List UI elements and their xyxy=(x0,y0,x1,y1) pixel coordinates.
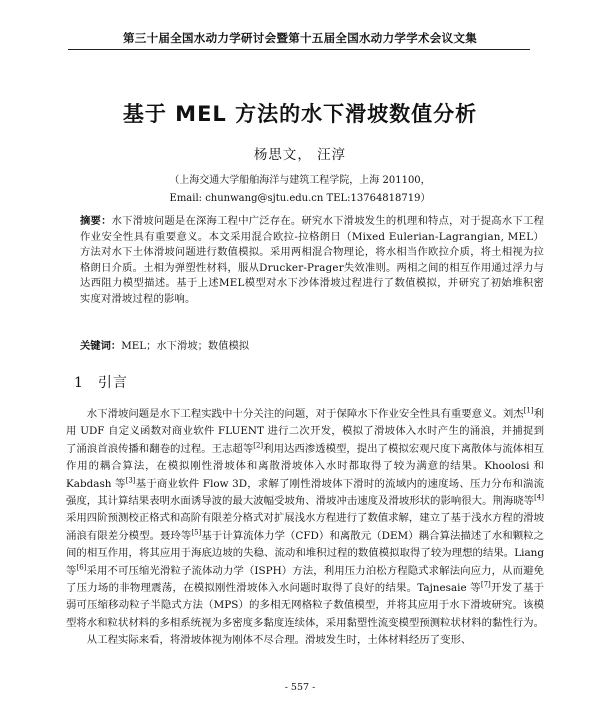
abstract xyxy=(80,214,544,308)
citation-ref: [2] xyxy=(253,441,264,450)
keywords-text: MEL；水下滑坡；数值模拟 xyxy=(121,340,250,352)
para1-seg3: 利用达西渗透模型，提出了模拟宏观尺度下离散体与流体相互作用的耦合算法，在模拟刚性滑坡体和离散滑坡体入水时都取得了较为满意的结果。Khoolosi 和 Kabdash 等 xyxy=(66,442,545,490)
running-header: 第三十届全国水动力学研讨会暨第十五届全国水动力学学术会议文集 xyxy=(123,31,477,45)
para1-seg6: 基于计算流体力学（CFD）和离散元（DEM）耦合算法描述了水和颗粒之间的相互作用，将其应用于海底边坡的失稳、流动和堆积过程的数值模拟取得了较为理想的结果。Liang 等 xyxy=(66,529,544,577)
page-number: - 557 - xyxy=(284,682,316,693)
citation-ref: [1] xyxy=(523,406,534,415)
para1-seg4: 基于商业软件 Flow 3D，求解了刚性滑坡体下滑时的流域内的速度场、压力分布和湍流强度，其计算结果表明水面诱导波的最大波幅受坡角、滑坡冲击速度及滑坡形状的影响很大。荆海晓等 xyxy=(66,477,544,508)
citation-ref: [6] xyxy=(76,563,87,572)
citation-ref: [4] xyxy=(534,493,544,502)
keywords-label: 关键词： xyxy=(80,340,122,352)
citation-ref: [3] xyxy=(125,476,136,485)
contact-email: Email: chunwang@sjtu.edu.cn TEL:13764818719） xyxy=(169,193,431,204)
abstract-text: 水下滑坡问题是在深海工程中广泛存在。研究水下滑坡发生的机理和特点，对于提高水下工程作业安全性具有重要意义。本文采用混合欧拉-拉格朗日（Mixed Eulerian-Lagrangian, MEL）方法对水下土体滑坡问题进行数值模拟。采用两相混合物理论，将水相当作欧拉介质，将土相视为拉格朗日介质。土相为弹塑性材料，服从Drucker-Prager失效准则。两相之间的相互作用通过浮力与达西阻力模型描述。基于上述MEL模型对水下沙体滑坡过程进行了数值模拟，并研究了初始堆积密实度对滑坡过程的影响。 xyxy=(80,215,544,305)
para1-seg1: 水下滑坡问题是水下工程实践中十分关注的问题，对于保障水下作业安全性具有重要意义。刘杰 xyxy=(86,408,524,420)
para1-seg7: 采用不可压缩光滑粒子流体动力学（ISPH）方法，利用压力泊松方程隐式求解法向应力，从而避免了压力场的非物理震荡，在模拟刚性滑坡体入水问题时取得了良好的结果。Tajnesaie 等 xyxy=(66,564,544,595)
para1-seg8: 开发了基于弱可压缩移动粒子半隐式方法（MPS）的多相无网格粒子数值模型，并将其应用于水下滑坡研究。该模型将水和粒状材料的多相系统视为多密度多黏度连续体，采用黏塑性流变模型预测粒状材料的黏性行为。 xyxy=(66,582,545,629)
para1-seg5: 采用四阶预测校正格式和高阶有限差分格式对扩展浅水方程进行了数值求解，建立了基于浅水方程的滑坡涌浪有限差分模型。聂玲等 xyxy=(66,512,544,542)
paragraph-1 xyxy=(66,406,544,632)
section-title: 引言 xyxy=(97,375,128,391)
affiliation: （上海交通大学船舶海洋与建筑工程学院，上海 201100， xyxy=(169,175,431,186)
authors: 杨思文， 汪淳 xyxy=(253,147,347,163)
paragraph-2: 从工程实际来看，将滑坡体视为刚体不尽合理。滑坡发生时，土体材料经历了变形、 xyxy=(86,634,472,647)
keywords xyxy=(80,337,544,352)
abstract-label: 摘要： xyxy=(80,215,112,227)
para1-seg2: 利用 UDF 自定义函数对商业软件 FLUENT 进行二次开发，模拟了滑坡体入水时产生的涌浪，并捕捉到了涌浪首浪传播和翻卷的过程。王志超等 xyxy=(66,408,544,455)
citation-ref: [7] xyxy=(480,580,491,589)
paper-title: 基于 MEL 方法的水下滑坡数值分析 xyxy=(122,102,478,126)
citation-ref: [5] xyxy=(191,528,202,537)
body-text xyxy=(66,406,544,650)
section-number: 1 xyxy=(74,375,84,391)
section-heading xyxy=(74,372,142,392)
header-rule xyxy=(68,49,530,50)
